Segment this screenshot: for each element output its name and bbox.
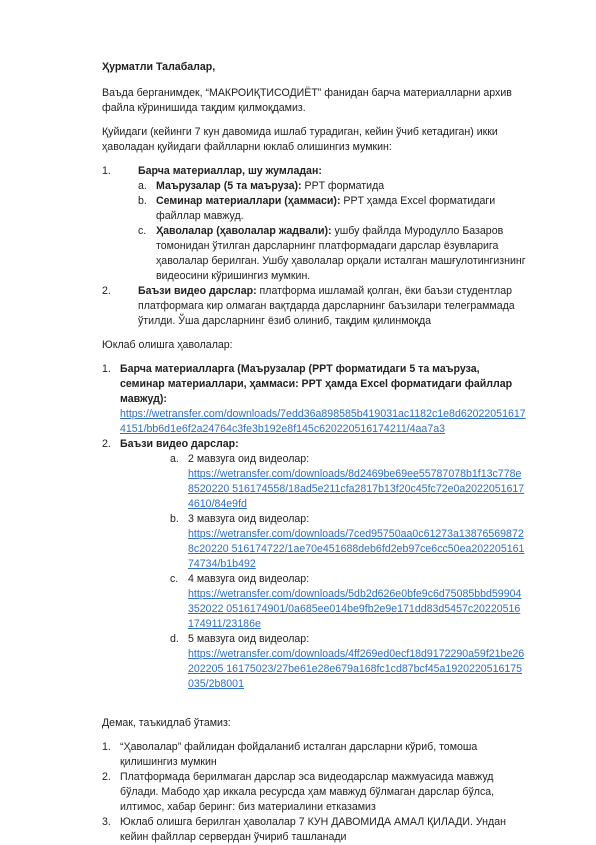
materials-subitem-c	[138, 224, 526, 284]
download-link-video-5[interactable]: https://wetransfer.com/downloads/4ff269ed0ecf18d9172290a59f21be26202205 16175023/27be61e28e679a168fc1cd87bcf45a1920220516175035/2b8001	[188, 648, 525, 690]
summary-item-3	[102, 815, 526, 845]
subitem-bold: Маърузалар (5 та маъруза):	[156, 180, 302, 192]
summary-heading: Демак, таъкидлаб ўтамиз:	[102, 717, 231, 729]
intro-paragraph-2: Қуйидаги (кейинги 7 кун давомида ишлаб турадиган, кейин ўчиб кетадиган) икки ҳаволадан қуйидаги файлларни юклаб олишингиз мумкин:	[102, 126, 498, 153]
subitem-bold: Ҳаволалар (ҳаволалар жадвали):	[156, 225, 332, 237]
materials-sublist	[104, 179, 526, 284]
materials-item-text: платформа ишламай қолган, ёки баъзи студентлар платформага кир олмаган вақтдарда дарсларнинг баъзилари телеграммада ўтилди. Ўша дарсларнинг ёзиб олиниб, тақдим қилинмоқда	[138, 285, 515, 327]
summary-text: Юклаб олишга берилган ҳаволалар 7 КУН ДАВОМИДА АМАЛ ҚИЛАДИ. Ундан кейин файллар сервердан ўчириб ташланади	[120, 816, 506, 843]
video-subitem-b	[170, 512, 526, 572]
intro-paragraph-1: Ваъда берганимдек, “МАКРОИҚТИСОДИЁТ” фанидан барча материалларни архив файла кўринишида тақдим қилмоқдамиз.	[102, 87, 512, 114]
subitem-text: PPT форматида	[301, 180, 385, 192]
downloads-item-title: Баъзи видео дарслар:	[120, 438, 239, 450]
summary-text: Платформада берилмаган дарслар эса видеодарслар мажмуасида мавжуд бўлади. Мабодо ҳар иккала ресурсда ҳам мавжуд бўлмаган дарслар бўлса, илтимос, хабар беринг: биз материалини етказамиз	[120, 771, 495, 813]
materials-subitem-b	[138, 194, 526, 224]
video-subitem-d	[170, 632, 526, 692]
list-number: 1.	[102, 741, 111, 753]
downloads-item-title: Барча материалларга (Маърузалар (PPT форматидаги 5 та маъруза, семинар материаллари, ҳаммаси: PPT ҳамда Excel форматидаги файллар мавжуд):	[120, 363, 513, 405]
materials-subitem-a	[138, 179, 526, 194]
materials-item-title: Барча материаллар, шу жумладан:	[138, 165, 322, 177]
list-letter: a.	[170, 453, 179, 465]
downloads-item-1	[102, 362, 526, 437]
summary-item-1	[102, 740, 526, 770]
materials-item-1	[102, 164, 526, 284]
subitem-text: PPT ҳамда Excel форматидаги файллар мавжуд.	[156, 195, 496, 222]
materials-item-title: Баъзи видео дарслар:	[138, 285, 257, 297]
list-number: 1.	[102, 363, 111, 375]
materials-list	[102, 164, 526, 329]
downloads-heading: Юклаб олишга ҳаволалар:	[102, 339, 233, 351]
download-link-all-materials[interactable]: https://wetransfer.com/downloads/7edd36a898585b419031ac1182c1e8d62022051617 4151/bb6d1e6f2a24764c3fe3b192e8f145c620220516174211/4aa7a3	[120, 408, 526, 435]
summary-item-2	[102, 770, 526, 815]
greeting: Ҳурматли Талабалар,	[102, 61, 216, 73]
subitem-text: ушбу файлда Муродулло Базаров томонидан ўтилган дарсларнинг платформадаги дарслар ёзувларига ҳаволалар берилган. Ушбу ҳаволалар орқали исталган машғулотингизнинг видеосини кўришингиз мумкин.	[156, 225, 526, 282]
summary-list	[102, 740, 526, 845]
download-link-video-2[interactable]: https://wetransfer.com/downloads/8d2469be69ee55787078b1f13c778e8520220 516174558/18ad5e211cfa2817b13f20c45fc72e0a20220516174610/84e9fd	[188, 468, 525, 510]
downloads-list	[102, 362, 526, 692]
video-subitem-a	[170, 452, 526, 512]
list-number: 1.	[102, 165, 111, 177]
list-letter: d.	[170, 633, 179, 645]
video-links-sublist	[136, 452, 526, 692]
summary-text: “Ҳаволалар” файлидан фойдаланиб исталган дарсларни кўриб, томоша қилишингиз мумкин	[120, 741, 478, 768]
list-letter: c.	[138, 225, 147, 237]
video-label: 4 мавзуга оид видеолар:	[188, 573, 310, 585]
downloads-item-2	[102, 437, 526, 692]
list-number: 2.	[102, 438, 111, 450]
list-letter: b.	[170, 513, 179, 525]
video-label: 5 мавзуга оид видеолар:	[188, 633, 310, 645]
list-letter: b.	[138, 195, 147, 207]
list-letter: c.	[170, 573, 179, 585]
materials-item-2	[102, 284, 526, 329]
list-number: 3.	[102, 816, 111, 828]
list-number: 2.	[102, 285, 111, 297]
video-subitem-c	[170, 572, 526, 632]
subitem-bold: Семинар материаллари (ҳаммаси):	[156, 195, 341, 207]
list-number: 2.	[102, 771, 111, 783]
download-link-video-3[interactable]: https://wetransfer.com/downloads/7ced95750aa0c61273a138765698728c20220 516174722/1ae70e451688deb6fd2eb97ce6cc50ea20220516174734/b1b492	[188, 528, 525, 570]
video-label: 2 мавзуга оид видеолар:	[188, 453, 310, 465]
video-label: 3 мавзуга оид видеолар:	[188, 513, 310, 525]
list-letter: a.	[138, 180, 147, 192]
download-link-video-4[interactable]: https://wetransfer.com/downloads/5db2d626e0bfe9c6d75085bbd59904352022 0516174901/0a685ee014be9fb2e9e171dd83d5457c20220516174911/23186e	[188, 588, 522, 630]
